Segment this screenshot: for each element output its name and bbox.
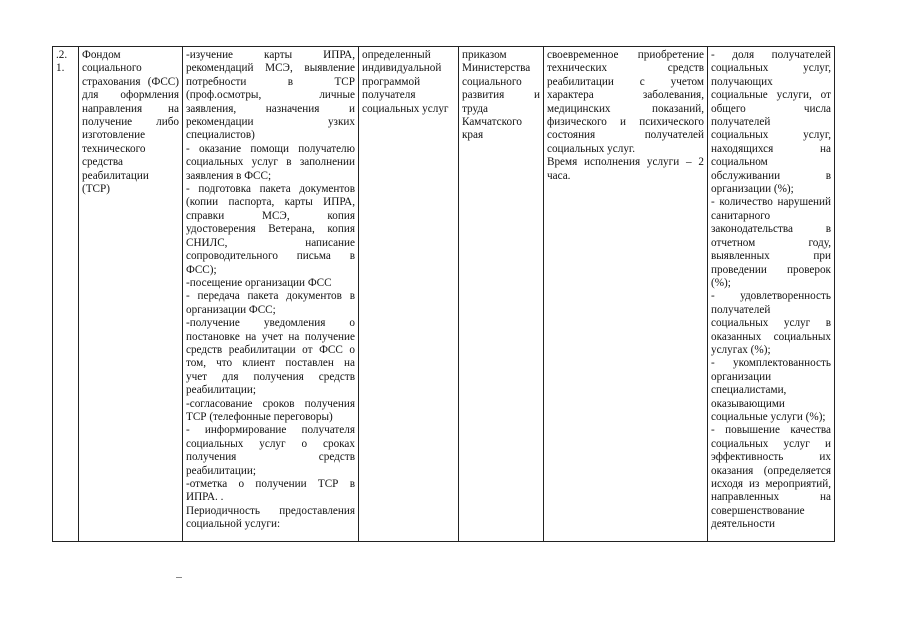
text-line: изготовление (82, 129, 146, 142)
text-line: общего числа (711, 102, 831, 115)
text-line: заявления в ФСС; (186, 169, 272, 182)
cell-service-name (79, 47, 183, 542)
text-line: ФСС); (186, 263, 217, 276)
text-line: технического (82, 142, 146, 155)
text-line: своевременное приобретение (547, 49, 704, 61)
text-line: социальной услуги: (186, 518, 281, 531)
text-line: социальных услуг, (711, 62, 831, 75)
text-line: заявления, назначения и (186, 102, 355, 115)
text-line: программой (362, 75, 421, 88)
text-line: развития и (462, 89, 540, 102)
text-line: - количество нарушений (711, 196, 831, 209)
text-line: организации (711, 370, 772, 383)
text-line: ТСР (телефонные переговоры) (186, 410, 333, 423)
page-mark (176, 577, 182, 578)
text-line: получателей (711, 303, 771, 316)
text-line: специалистов) (186, 129, 255, 142)
text-line: оказания (определяется (711, 464, 831, 477)
text-line: страхования (ФСС) (82, 75, 179, 88)
text-line: социальных услуг в заполнении (186, 156, 355, 169)
text-line: сопроводительного письма в (186, 250, 355, 263)
text-line: получения средств (186, 451, 355, 464)
text-line: (ТСР) (82, 183, 110, 196)
text-line: -получение уведомления о (186, 317, 355, 330)
text-line: - информирование получателя (186, 424, 355, 437)
text-line: социального (462, 75, 522, 88)
text-line: характера заболевания, (547, 89, 704, 102)
text-line: социальных услуг и (711, 437, 831, 450)
table-row (53, 47, 835, 542)
text-line: получающих (711, 75, 773, 88)
text-line: - удовлетворенность (711, 290, 831, 303)
text-line: для оформления (82, 89, 179, 102)
text-line: санитарного (711, 209, 771, 222)
text-line: (%); (711, 276, 731, 289)
text-line: Время исполнения услуги – 2 (547, 156, 704, 169)
text-line: оказывающими (711, 397, 785, 410)
text-line: специалистами, (711, 384, 787, 397)
cell-service-content (183, 47, 359, 542)
text-line: -отметка о получении ТСР в (186, 478, 355, 490)
text-line: постановке на учет на получение (186, 330, 355, 343)
text-line: средства (82, 156, 124, 169)
text-line: рекомендации узких (186, 116, 355, 129)
text-line: труда (462, 102, 489, 115)
text-line: медицинских показаний, (547, 102, 704, 115)
text-line: - оказание помощи получателю (186, 142, 355, 155)
services-table (52, 46, 835, 542)
text-line: социальных услуг (362, 102, 449, 115)
text-line: средств реабилитации от ФСС о (186, 343, 355, 356)
text-line: реабилитации; (186, 384, 256, 397)
text-line: получателей (711, 116, 771, 129)
text-line: отчетном году, (711, 236, 831, 249)
text-line: социальных услуг. (547, 142, 636, 155)
cell-volume (359, 47, 459, 542)
text-line: совершенствование (711, 504, 805, 517)
text-line: состояния получателей (547, 129, 704, 142)
cell-conditions (544, 47, 708, 542)
text-line: (проф.осмотры, личные (186, 89, 355, 102)
text-line: социальных услуг, (711, 129, 831, 142)
text-line: рекомендаций МСЭ, выявление (186, 62, 355, 75)
text-line: края (462, 129, 484, 142)
text-line: организации (%); (711, 183, 794, 196)
text-line: (копии паспорта, карты ИПРА, (186, 196, 355, 209)
text-line: организации ФСС; (186, 303, 276, 316)
text-line: обслуживании в (711, 169, 831, 182)
text-line: направления на (82, 102, 179, 115)
text-line: -изучение карты ИПРА, (186, 49, 355, 61)
text-line: СНИЛС, написание (186, 236, 355, 249)
text-line: удостоверения Ветерана, копия (186, 223, 355, 236)
text-line: реабилитации; (186, 464, 256, 477)
text-line: Министерства (462, 62, 531, 75)
text-line: реабилитации (82, 169, 149, 182)
text-line: оказанных социальных (711, 330, 831, 343)
text-line: социальных услуг в (711, 317, 831, 330)
text-line: социальном (711, 156, 768, 169)
text-line: социальные услуги, от (711, 89, 831, 102)
text-line: Камчатского (462, 116, 523, 129)
text-line: физического и психического (547, 116, 704, 129)
text-line: - повышение качества (711, 424, 831, 437)
text-line: направленных на (711, 491, 831, 504)
cell-indicators (708, 47, 835, 542)
text-line: получение либо (82, 116, 179, 129)
text-line: находящихся на (711, 142, 831, 155)
text-line: справки МСЭ, копия (186, 209, 355, 222)
text-line: определенный (362, 49, 431, 61)
text-line: услугах (%); (711, 343, 771, 356)
cell-number: .2. 1. (53, 47, 79, 542)
text-line: том, что клиент поставлен на (186, 357, 355, 370)
text-line: эффективность их (711, 451, 831, 464)
text-line: социальных услуг о сроках (186, 437, 355, 450)
text-line: получателя (362, 89, 416, 102)
text-line: часа. (547, 169, 571, 182)
text-line: -посещение организации ФСС (186, 276, 332, 289)
text-line: -согласование сроков получения (186, 397, 355, 410)
text-line: - укомплектованность (711, 357, 831, 370)
text-line: Фондом (82, 49, 121, 61)
text-line: реабилитации с учетом (547, 75, 704, 88)
text-line: приказом (462, 49, 507, 61)
text-line: - передача пакета документов в (186, 290, 355, 303)
cell-tariff (459, 47, 544, 542)
text-line: потребности в ТСР (186, 75, 355, 88)
text-line: - доля получателей (711, 49, 831, 61)
text-line: социальные услуги (%); (711, 410, 826, 423)
text-line: технических средств (547, 62, 704, 75)
text-line: исходя из мероприятий, (711, 478, 831, 490)
text-line: деятельности (711, 518, 776, 531)
text-line: учет для получения средств (186, 370, 355, 383)
text-line: социального (82, 62, 142, 75)
text-line: индивидуальной (362, 62, 442, 75)
text-line: Периодичность предоставления (186, 504, 355, 517)
text-line: ИПРА. . (186, 491, 224, 504)
text-line: - подготовка пакета документов (186, 183, 355, 196)
text-line: выявленных при (711, 250, 831, 263)
text-line: проведении проверок (711, 263, 831, 276)
text-line: законодательства в (711, 223, 831, 236)
